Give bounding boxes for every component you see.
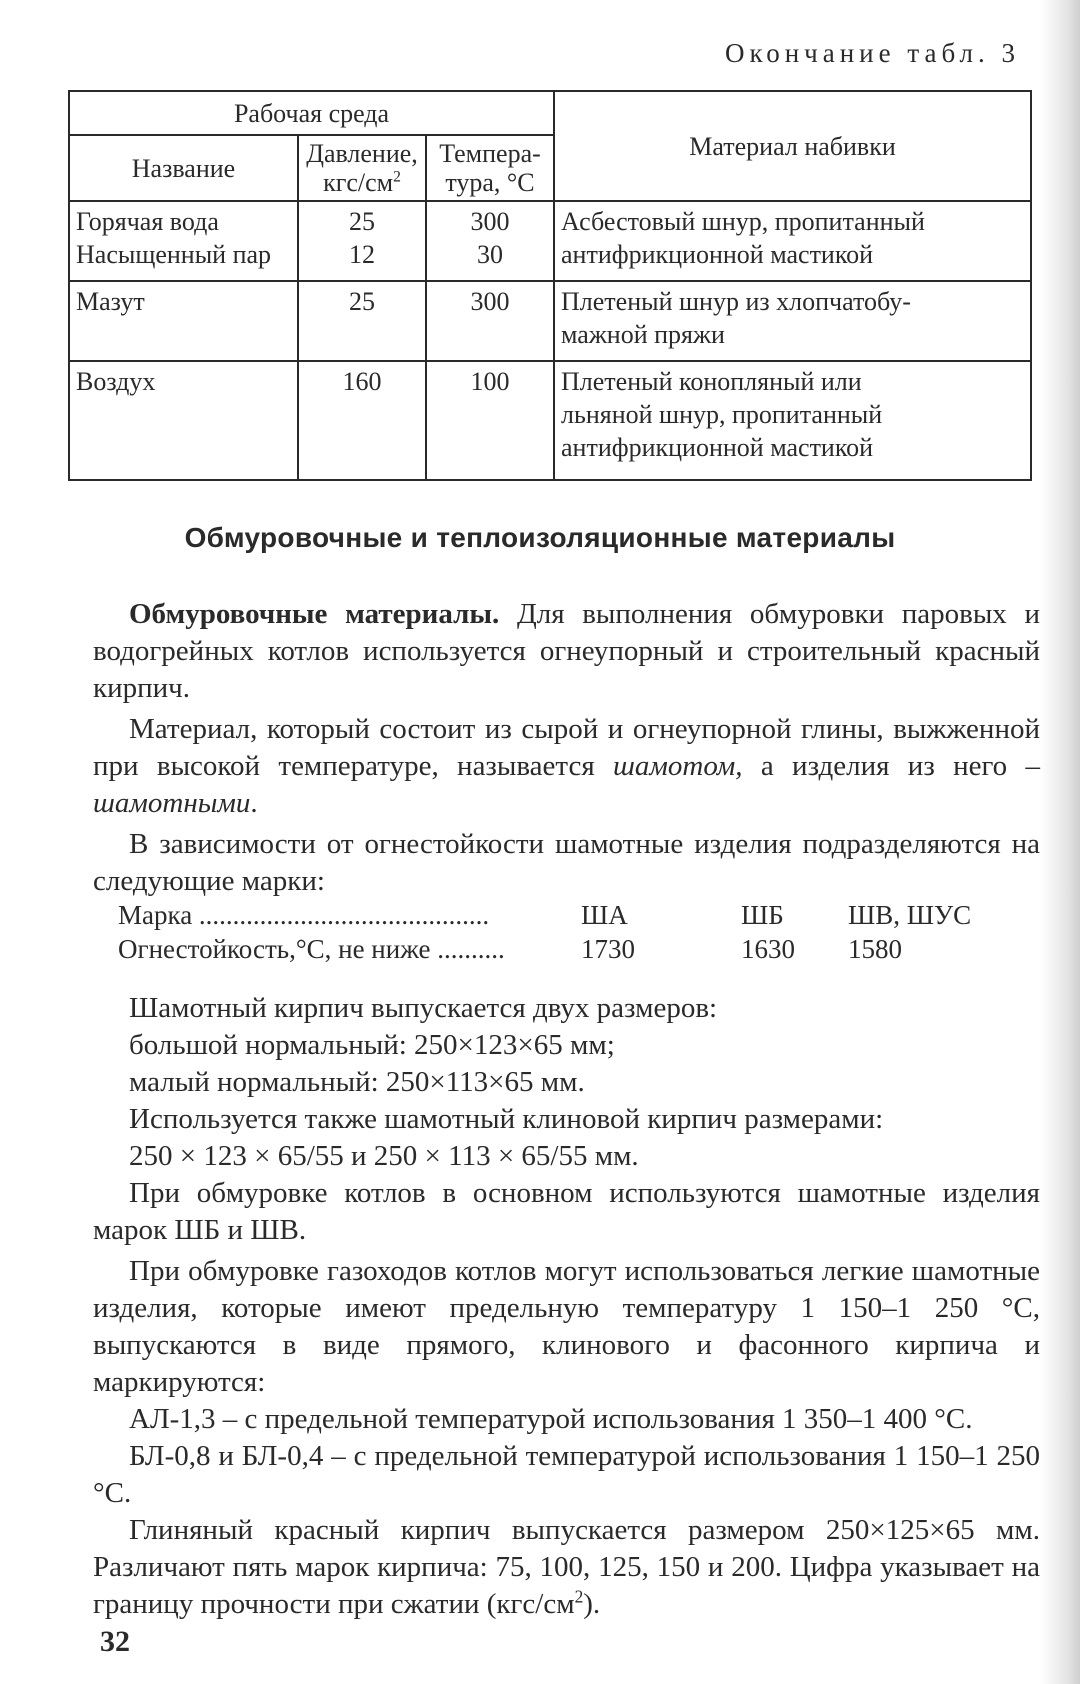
medium-name: Мазут: [76, 287, 145, 317]
pressure-cell: [298, 361, 426, 480]
material-line: мажной пряжи: [561, 320, 725, 350]
material-header: Материал набивки: [554, 91, 1031, 201]
temperature-header-line-2: тура, °С: [445, 168, 535, 197]
temperature-cell: [426, 361, 554, 480]
pressure-value: 160: [342, 367, 382, 397]
paragraph: большой нормальный: 250×123×65 мм;: [129, 1029, 615, 1061]
pressure-value: 25: [349, 287, 375, 317]
paragraph: [93, 596, 1040, 707]
temperature-cell: [426, 201, 554, 281]
paragraph: малый нормальный: 250×113×65 мм.: [129, 1066, 585, 1098]
pressure-header-line-2: [305, 168, 419, 197]
grade-value: ШБ: [741, 900, 784, 930]
paragraph: При обмуровке котлов в основном используются шамотные изделия марок ШБ и ШВ.: [93, 1177, 1040, 1246]
temperature-value: 100: [470, 367, 510, 397]
medium-name: Насыщенный пар: [76, 240, 272, 269]
refractory-grades-list: [118, 898, 998, 966]
paragraph: Шамотный кирпич выпускается двух размеров:: [129, 992, 718, 1024]
paragraph-text: .: [250, 787, 258, 819]
paragraph: 250 × 123 × 65/55 и 250 × 113 × 65/55 мм.: [129, 1140, 639, 1172]
unit-exponent: 2: [574, 1586, 584, 1607]
material-line: антифрикционной мастикой: [561, 433, 874, 463]
page-number: 32: [100, 1625, 130, 1658]
temperature-value: 300: [470, 207, 510, 236]
paragraph: [93, 1512, 1040, 1623]
grade-row: [118, 898, 998, 932]
paragraph-text: Для выполнения обмуровки паровых и водогрейных котлов используется огнеупорный и строительный красный кирпич.: [93, 598, 1040, 704]
medium-name: Воздух: [76, 367, 156, 397]
temperature-value: 30: [477, 240, 503, 269]
temperature-header-line-1: Темпера-: [439, 139, 541, 168]
table-row: [69, 201, 1031, 281]
section-title: Обмуровочные и теплоизоляционные материалы: [184, 522, 896, 553]
material-cell: [554, 281, 1031, 361]
material-line: Асбестовый шнур, пропитанный: [561, 207, 925, 236]
table-row: [69, 361, 1031, 480]
paragraph-text: Материал, который состоит из сырой и огнеупорной глины, выжженной при высокой температуре, называется: [93, 713, 1040, 782]
pressure-header: [298, 135, 426, 201]
material-cell: [554, 361, 1031, 480]
pressure-value: 12: [349, 240, 375, 269]
text-block-intro: [93, 596, 1040, 900]
fire-resistance-value: 1630: [741, 934, 795, 964]
medium-name-cell: [69, 281, 298, 361]
pressure-cell: [298, 281, 426, 361]
table-group-header-row: [69, 91, 1031, 135]
temperature-cell: [426, 281, 554, 361]
pressure-cell: [298, 201, 426, 281]
temperature-header: [426, 135, 554, 201]
scan-edge-shadow: [1040, 0, 1080, 1684]
paragraph: [93, 711, 1040, 822]
pressure-value: 25: [349, 207, 375, 236]
paragraph-text: Глиняный красный кирпич выпускается размером 250×125×65 мм. Различают пять марок кирпича: 75, 100, 125, 150 и 200. Цифра указывает на границу прочности при сжатии (кгс/см: [93, 1514, 1040, 1620]
term-italic: шамотными: [93, 787, 251, 819]
material-line: льняной шнур, пропитанный: [561, 400, 883, 430]
medium-name-cell: [69, 201, 298, 281]
fire-resistance-label: Огнестойкость,°С, не ниже ..........: [118, 934, 505, 964]
paragraph: АЛ-1,3 – с предельной температурой использования 1 350–1 400 °С.: [129, 1403, 973, 1435]
pressure-unit-exponent: 2: [393, 168, 401, 186]
paragraph: В зависимости от огнестойкости шамотные изделия подразделяются на следующие марки:: [93, 828, 1040, 897]
paragraph: При обмуровке газоходов котлов могут использоваться легкие шамотные изделия, которые имеют предельную температуру 1 150–1 250 °С, выпускаются в виде прямого, клинового и фасонного кирпича и маркируются:: [93, 1255, 1040, 1398]
fire-resistance-row: [118, 932, 998, 966]
material-line: антифрикционной мастикой: [561, 240, 874, 269]
grade-label: Марка ...........................................: [118, 900, 490, 930]
table-row: [69, 281, 1031, 361]
text-block-main: [93, 990, 1040, 1623]
material-line: Плетеный конопляный или: [561, 367, 862, 397]
material-cell: [554, 201, 1031, 281]
material-line: Плетеный шнур из хлопчатобу-: [561, 287, 911, 317]
fire-resistance-value: 1580: [848, 934, 902, 964]
pressure-header-line-1: Давление,: [306, 139, 418, 168]
pressure-unit: кгс/см: [323, 168, 394, 197]
grade-value: ША: [581, 900, 628, 930]
grade-value: ШВ, ШУС: [848, 900, 972, 930]
term-italic: шамотом,: [613, 750, 743, 782]
paragraph-text: ).: [583, 1588, 601, 1620]
running-head: Окончание табл. 3: [724, 38, 1020, 68]
paragraph-text: а изделия из него –: [742, 750, 1041, 782]
fire-resistance-value: 1730: [581, 934, 635, 964]
working-medium-header: Рабочая среда: [69, 91, 554, 135]
paragraph: БЛ-0,8 и БЛ-0,4 – с предельной температурой использования 1 150–1 250 °С.: [93, 1440, 1040, 1509]
paragraph-lead-bold: Обмуровочные материалы.: [129, 598, 500, 630]
medium-name: Горячая вода: [76, 207, 219, 236]
packing-material-table: [68, 90, 1032, 481]
paragraph: Используется также шамотный клиновой кирпич размерами:: [129, 1103, 884, 1135]
medium-name-cell: [69, 361, 298, 480]
name-header: Название: [69, 135, 298, 201]
temperature-value: 300: [470, 287, 510, 317]
